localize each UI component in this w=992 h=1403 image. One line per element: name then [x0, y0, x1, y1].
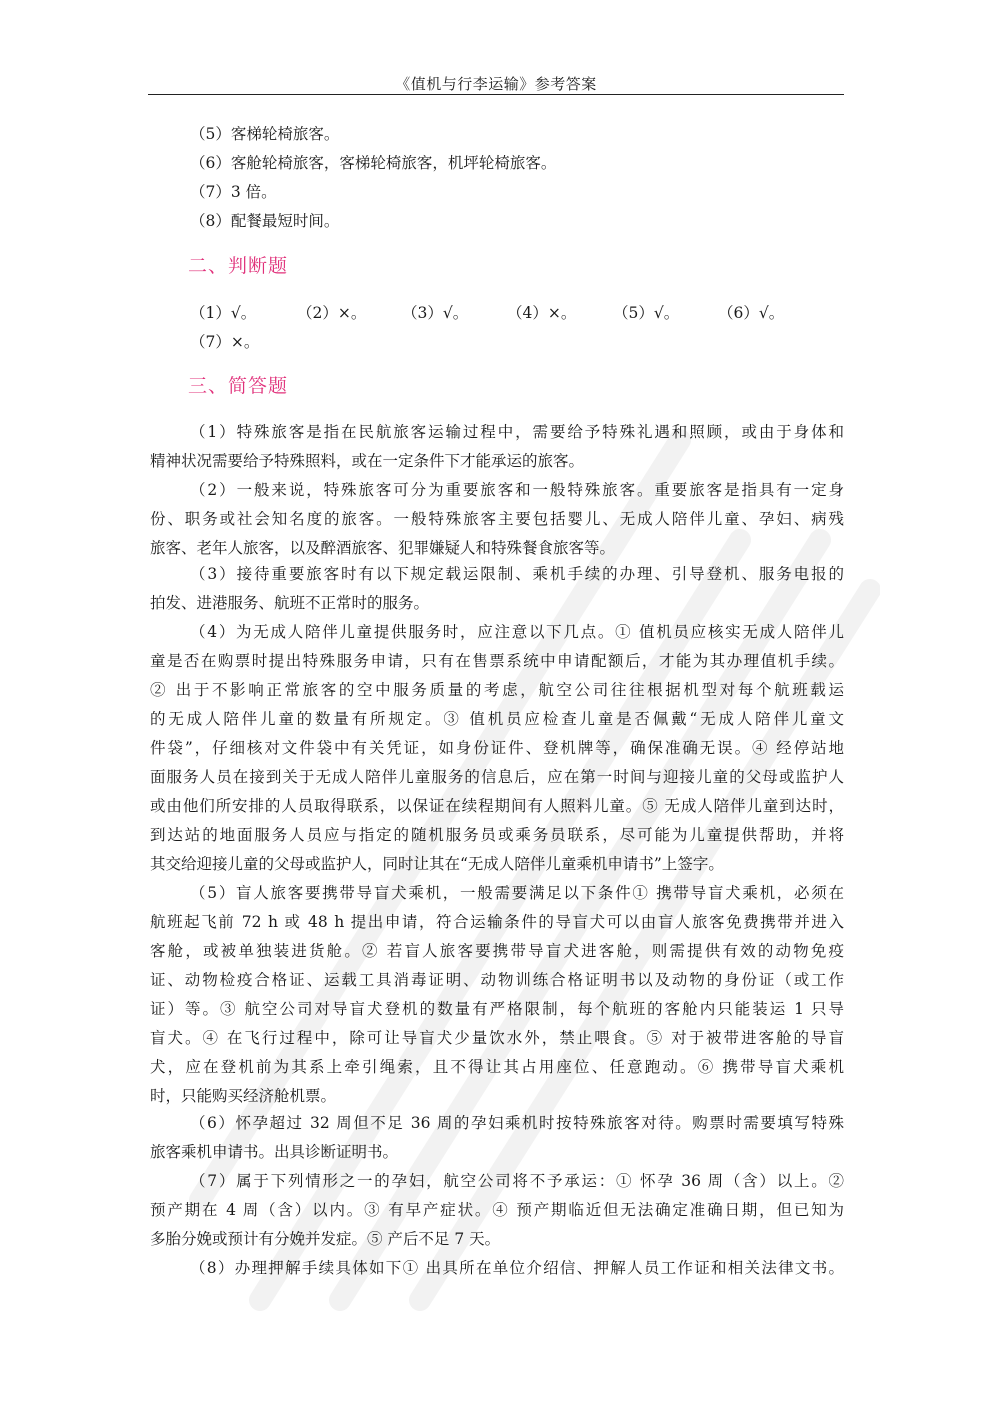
answer-line: 多胎分娩或预计有分娩并发症。⑤ 产后不足 7 天。 — [150, 1230, 501, 1248]
list-item: （8）配餐最短时间。 — [190, 212, 340, 230]
judge-item: （3）√。 — [402, 304, 469, 322]
answer-line: ② 出于不影响正常旅客的空中服务质量的考虑，航空公司往往根据机型对每个航班载运 — [150, 681, 844, 699]
header-divider — [148, 94, 844, 95]
answer-line: 份、职务或社会知名度的旅客。一般特殊旅客主要包括婴儿、无成人陪伴儿童、孕妇、病残 — [150, 510, 844, 528]
answer-line: 或由他们所安排的人员取得联系，以保证在续程期间有人照料儿童。⑤ 无成人陪伴儿童到达时， — [150, 797, 844, 815]
answer-line: 旅客乘机申请书。出具诊断证明书。 — [150, 1143, 399, 1161]
answer-line: （8）办理押解手续具体如下① 出具所在单位介绍信、押解人员工作证和相关法律文书。 — [190, 1259, 844, 1277]
answer-line: 童是否在购票时提出特殊服务申请，只有在售票系统中申请配额后，才能为其办理值机手续。 — [150, 652, 844, 670]
answer-line: 盲犬。④ 在飞行过程中，除可让导盲犬少量饮水外，禁止喂食。⑤ 对于被带进客舱的导盲 — [150, 1029, 844, 1047]
judge-item: （1）√。 — [190, 304, 257, 322]
answer-line: 到达站的地面服务人员应与指定的随机服务员或乘务员联系，尽可能为儿童提供帮助，并将 — [150, 826, 844, 844]
judge-item: （5）√。 — [613, 304, 680, 322]
answer-line: （6）怀孕超过 32 周但不足 36 周的孕妇乘机时按特殊旅客对待。购票时需要填写特殊 — [190, 1114, 844, 1132]
answer-line: 件袋”，仔细核对文件袋中有关凭证，如身份证件、登机牌等，确保准确无误。④ 经停站地 — [150, 739, 844, 757]
answer-line: 预产期在 4 周（含）以内。③ 有早产症状。④ 预产期临近但无法确定准确日期，但已知为 — [150, 1201, 844, 1219]
section-heading-judgement: 二、判断题 — [188, 255, 289, 277]
answer-line: 精神状况需要给予特殊照料，或在一定条件下才能承运的旅客。 — [150, 452, 585, 470]
answer-line: 航班起飞前 72 h 或 48 h 提出申请，符合运输条件的导盲犬可以由盲人旅客免费携带并进入 — [150, 913, 844, 931]
section-heading-short-answer: 三、简答题 — [188, 375, 289, 397]
list-item: （6）客舱轮椅旅客，客梯轮椅旅客，机坪轮椅旅客。 — [190, 154, 557, 172]
answer-line: （3）接待重要旅客时有以下规定载运限制、乘机手续的办理、引导登机、服务电报的 — [190, 565, 844, 583]
answer-line: 犬，应在登机前为其系上牵引绳索，且不得让其占用座位、任意跑动。⑥ 携带导盲犬乘机 — [150, 1058, 844, 1076]
page-header-title: 《值机与行李运输》参考答案 — [395, 75, 597, 93]
answer-line: （7）属于下列情形之一的孕妇，航空公司将不予承运：① 怀孕 36 周（含）以上。② — [190, 1172, 844, 1190]
answer-line: 其交给迎接儿童的父母或监护人，同时让其在“无成人陪伴儿童乘机申请书”上签字。 — [150, 855, 724, 873]
answer-line: 客舱，或被单独装进货舱。② 若盲人旅客要携带导盲犬进客舱，则需提供有效的动物免疫 — [150, 942, 844, 960]
answer-line: （5）盲人旅客要携带导盲犬乘机，一般需要满足以下条件① 携带导盲犬乘机，必须在 — [190, 884, 844, 902]
answer-line: 面服务人员在接到关于无成人陪伴儿童服务的信息后，应在第一时间与迎接儿童的父母或监护人 — [150, 768, 844, 786]
answer-line: （1）特殊旅客是指在民航旅客运输过程中，需要给予特殊礼遇和照顾，或由于身体和 — [190, 423, 844, 441]
answer-line: 旅客、老年人旅客，以及醉酒旅客、犯罪嫌疑人和特殊餐食旅客等。 — [150, 539, 616, 557]
answer-line: 证）等。③ 航空公司对导盲犬登机的数量有严格限制，每个航班的客舱内只能装运 1 只导 — [150, 1000, 844, 1018]
judge-item: （4）×。 — [507, 304, 577, 322]
answer-line: 证、动物检疫合格证、运载工具消毒证明、动物训练合格证明书以及动物的身份证（或工作 — [150, 971, 844, 989]
judge-item: （6）√。 — [718, 304, 785, 322]
list-item: （7）3 倍。 — [190, 183, 277, 201]
answer-line: 拍发、进港服务、航班不正常时的服务。 — [150, 594, 430, 612]
answer-line: 时，只能购买经济舱机票。 — [150, 1087, 337, 1105]
judge-item: （2）×。 — [297, 304, 367, 322]
answer-line: （4）为无成人陪伴儿童提供服务时，应注意以下几点。① 值机员应核实无成人陪伴儿 — [190, 623, 844, 641]
judge-item: （7）×。 — [190, 333, 260, 351]
answer-line: （2）一般来说，特殊旅客可分为重要旅客和一般特殊旅客。重要旅客是指具有一定身 — [190, 481, 844, 499]
list-item: （5）客梯轮椅旅客。 — [190, 125, 340, 143]
answer-line: 的无成人陪伴儿童的数量有所规定。③ 值机员应检查儿童是否佩戴“无成人陪伴儿童文 — [150, 710, 844, 728]
